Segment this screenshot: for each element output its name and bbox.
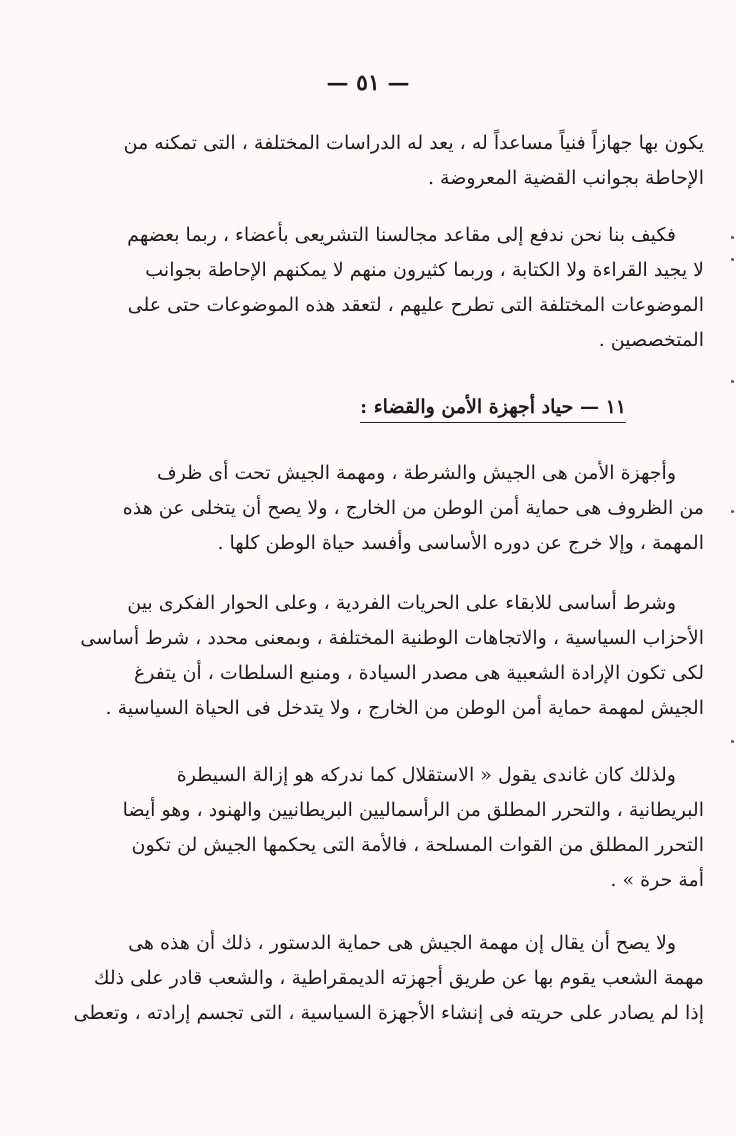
paragraph-5 — [104, 758, 704, 898]
paragraph-line: مهمة الشعب يقوم بها عن طريق أجهزته الديمقراطية ، والشعب قادر على ذلك — [93, 967, 704, 989]
paragraph-3 — [104, 456, 704, 561]
paragraph-2 — [104, 218, 704, 358]
paragraph-line: المهمة ، وإلا خرج عن دوره الأساسى وأفسد حياة الوطن كلها . — [217, 532, 704, 554]
paragraph-line: البريطانية ، والتحرر المطلق من الرأسماليين البريطانيين والهنود ، وهو أيضا — [122, 799, 704, 821]
scan-edge-mark — [731, 258, 734, 261]
paragraph-line: المتخصصين . — [598, 329, 704, 351]
scan-edge-mark — [731, 236, 734, 239]
paragraph-line: أمة حرة » . — [610, 869, 704, 891]
scan-edge-mark — [731, 740, 734, 743]
paragraph-line: من الظروف هى حماية أمن الوطن من الخارج ، ولا يصح أن يتخلى عن هذه — [122, 497, 704, 519]
paragraph-line: وأجهزة الأمن هى الجيش والشرطة ، ومهمة الجيش تحت أى ظرف — [156, 462, 676, 484]
paragraph-line: ولذلك كان غاندى يقول « الاستقلال كما ندركه هو إزالة السيطرة — [176, 764, 676, 786]
paragraph-line: فكيف بنا نحن ندفع إلى مقاعد مجالسنا التشريعى بأعضاء ، ربما بعضهم — [127, 224, 676, 246]
scan-edge-mark — [731, 380, 734, 383]
scan-edge-mark — [731, 510, 734, 513]
paragraph-line: الأحزاب السياسية ، والاتجاهات الوطنية المختلفة ، وبمعنى محدد ، شرط أساسى — [80, 627, 704, 649]
paragraph-6 — [73, 926, 704, 1031]
paragraph-line: لكى تكون الإرادة الشعبية هى مصدر السيادة ، ومنبع السلطات ، أن يتفرغ — [133, 662, 704, 684]
paragraph-line: الإحاطة بجوانب القضية المعروضة . — [427, 167, 704, 189]
paragraph-line: التحرر المطلق من القوات المسلحة ، فالأمة التى يحكمها الجيش لن تكون — [131, 834, 704, 856]
paragraph-line: يكون بها جهازاً فنياً مساعداً له ، يعد له الدراسات المختلفة ، التى تمكنه من — [123, 132, 704, 154]
paragraph-line: ولا يصح أن يقال إن مهمة الجيش هى حماية الدستور ، ذلك أن هذه هى — [128, 932, 676, 954]
paragraph-line: الموضوعات المختلفة التى تطرح عليهم ، لتعقد هذه الموضوعات حتى على — [127, 294, 704, 316]
page-number: — ٥١ — — [326, 70, 410, 96]
paragraph-line: لا يجيد القراءة ولا الكتابة ، وربما كثيرون منهم لا يمكنهم الإحاطة بجوانب — [145, 259, 704, 281]
paragraph-4 — [80, 586, 704, 726]
paragraph-line: وشرط أساسى للابقاء على الحريات الفردية ، وعلى الحوار الفكرى بين — [127, 592, 676, 614]
paragraph-line: الجيش لمهمة حماية أمن الوطن من الخارج ، ولا يتدخل فى الحياة السياسية . — [105, 697, 704, 719]
section-heading: ١١ — حياد أجهزة الأمن والقضاء : — [360, 396, 626, 423]
paragraph-line: إذا لم يصادر على حريته فى إنشاء الأجهزة السياسية ، التى تجسم إرادته ، وتعطى — [73, 1002, 704, 1024]
paragraph-1 — [104, 126, 704, 196]
